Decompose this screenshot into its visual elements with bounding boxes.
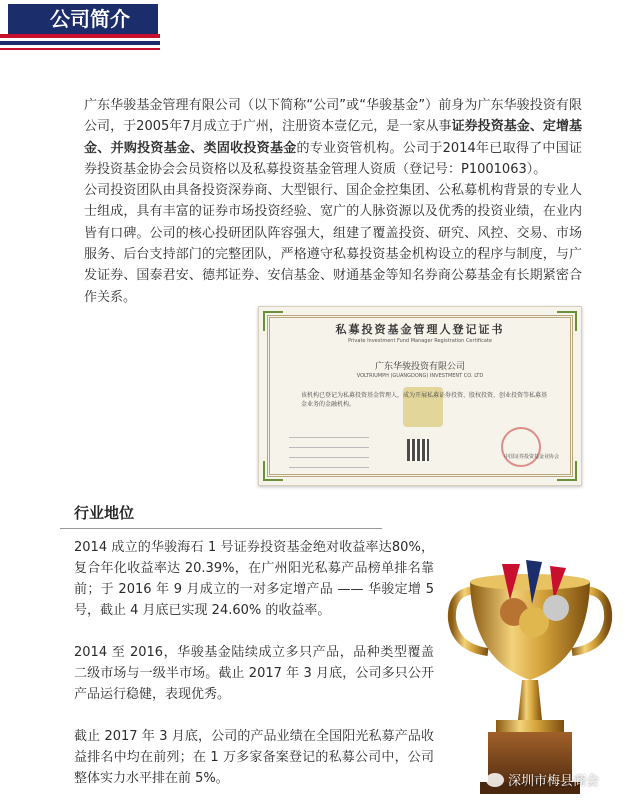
intro-paragraph-1: 广东华骏基金管理有限公司（以下简称“公司”或“华骏基金”）前身为广东华骏投资有限公司，于2005年7月成立于广州，注册资本壹亿元，是一家从事证券投资基金、定增基金、并购投资基金、类固收投资基金的专业资管机构。公司于2014年已取得了中国证券投资基金协会会员资格以及私募投资基金管理人资质（登记号：P1001063）。 (84, 98, 582, 177)
section-title-industry: 行业地位 (74, 504, 135, 522)
section-divider (60, 528, 382, 529)
intro-paragraph-2: 公司投资团队由具备投资深券商、大型银行、国企金控集团、公私募机构背景的专业人士组成，具有丰富的证券市场投资经验、宽广的人脉资源以及优秀的投资业绩，在业内皆有口碑。公司的核心投研团队阵容强大，组建了覆盖投资、研究、风控、交易、市场服务、后台支持部门的完整团队，严格遵守私募投资基金机构设立的程序与制度，与广发证券、国泰君安、德邦证券、安信基金、财通基金等知名券商公募基金有长期紧密合作关系。 (84, 183, 582, 305)
registration-certificate (258, 306, 582, 486)
header-band (0, 0, 640, 34)
red-stamp-icon (501, 427, 541, 467)
certificate-company-en: VOLTRIUMPH (GUANGDONG) INVESTMENT CO. LTD (356, 373, 484, 379)
certificate-company: 广东华骏投资有限公司 (374, 362, 465, 372)
page-title: 公司简介 (8, 4, 158, 34)
industry-position (74, 537, 434, 810)
wechat-icon (486, 773, 504, 787)
intro-bold-business: 证券投资基金、定增基金、并购投资基金、类固收投资基金 (84, 119, 582, 156)
certificate-issuer: 中国证券投资基金业协会 (503, 454, 559, 460)
certificate-title: 私募投资基金管理人登记证书 (335, 323, 505, 336)
industry-paragraph-3: 截止 2017 年 3 月底，公司的产品业绩在全国阳光私募产品收益排名中均在前列；在 1 万多家备案登记的私募公司中，公司整体实力水平排在前 5%。 (74, 729, 434, 786)
qr-code-icon (407, 439, 429, 461)
company-intro (84, 95, 582, 308)
header-stripes (0, 34, 160, 50)
industry-paragraph-1: 2014 成立的华骏海石 1 号证券投资基金绝对收益率达80%，复合年化收益率达 20.39%，在广州阳光私募产品榜单排名靠前；于 2016 年 9 月成立的一对多定增产品 —— 华骏定增 5 号，截止 4 月底已实现 24.60% 的收益率。 (74, 540, 434, 618)
certificate-subtitle: Private Investment Fund Manager Registration Certificate (348, 338, 492, 344)
watermark (486, 770, 599, 789)
certificate-body: 该机构已登记为私募投资基金管理人，成为开展私募证券投资、股权投资、创业投资等私募基金业务的金融机构。 (301, 392, 548, 408)
industry-paragraph-2: 2014 至 2016，华骏基金陆续成立多只产品，品种类型覆盖二级市场与一级半市场。截止 2017 年 3 月底，公司多只公开产品运行稳健，表现优秀。 (74, 645, 434, 702)
watermark-text: 深圳市梅县商会 (508, 774, 600, 789)
certificate-info-rows (289, 431, 369, 471)
trophy-icon (430, 560, 630, 800)
